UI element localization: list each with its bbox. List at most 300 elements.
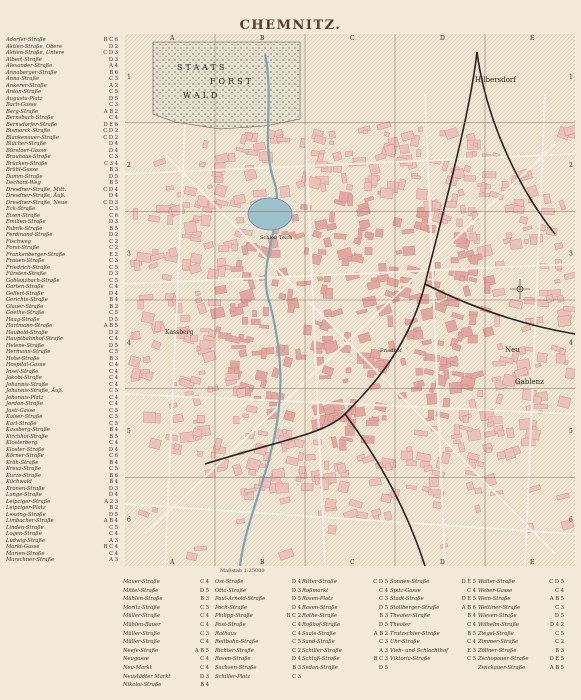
street-name: Brücken-Straße: [6, 160, 48, 167]
street-index-entry: [215, 638, 301, 646]
street-name: Hohe-Straße: [6, 355, 40, 362]
street-index-entry: [215, 604, 301, 612]
street-name: Neefe-Straße: [123, 647, 159, 654]
grid-ref: C 4: [379, 587, 388, 594]
city-block: [324, 309, 332, 317]
grid-ref: A 3: [109, 537, 118, 544]
city-block: [155, 413, 161, 423]
map-title: CHEMNITZ.: [239, 18, 342, 33]
city-block: [152, 507, 158, 513]
street-name: Linden-Straße: [6, 524, 44, 531]
city-block: [207, 269, 219, 281]
street-name: Kloster-Straße: [6, 446, 45, 453]
street-name: Ludwig-Straße: [6, 537, 46, 544]
grid-ref: C 4: [200, 639, 209, 646]
grid-ref: D 5: [108, 173, 118, 180]
grid-number: 2: [569, 162, 573, 169]
grid-ref: C D 2: [103, 128, 118, 134]
label-kassberg: Kassberg: [165, 329, 194, 336]
city-block: [242, 317, 248, 324]
grid-ref: B 3: [109, 355, 118, 362]
street-index-entry: [215, 621, 301, 629]
city-block: [200, 340, 214, 348]
street-name: Ritter-Straße: [302, 579, 337, 585]
street-name: Hauptbahnhof-Straße: [6, 336, 64, 342]
grid-ref: C 4: [200, 656, 209, 663]
street-name: Paul-Arnold-Straße: [215, 596, 266, 603]
street-name: Johannis-Straße, Äuß.: [6, 388, 64, 394]
street-name: Hartmann-Straße: [6, 323, 53, 329]
street-name: Dresdner-Straße, Mitt.: [6, 186, 67, 193]
city-block: [217, 258, 226, 267]
grid-ref: C 4: [292, 622, 301, 628]
grid-ref: B C 3: [373, 656, 388, 663]
city-map: [125, 34, 575, 566]
street-name: Ost-Straße: [215, 579, 244, 585]
label-neu: Neu: [505, 346, 520, 354]
grid-ref: D 4: [291, 656, 301, 663]
grid-ref: C 4: [555, 587, 564, 594]
city-block: [219, 246, 229, 252]
grid-ref: C 5: [109, 466, 118, 472]
street-name: Spitz-Gasse: [390, 587, 421, 594]
street-name: Reitbahn-Straße: [215, 639, 259, 646]
city-block: [449, 382, 462, 394]
city-block: [302, 483, 314, 490]
street-name: Berg-Straße: [6, 108, 39, 115]
street-index-entry: [390, 612, 476, 620]
street-index-entry: [390, 595, 476, 603]
grid-ref: D 5: [378, 622, 388, 628]
street-index-entry: [478, 621, 564, 629]
street-name: Frankenberger-Straße: [6, 251, 66, 258]
grid-ref: C 5: [109, 524, 118, 531]
city-block: [339, 439, 346, 450]
city-block: [416, 189, 427, 200]
city-block: [131, 331, 140, 340]
grid-ref: C 3: [109, 206, 118, 212]
city-block: [413, 331, 423, 340]
street-name: Brauhaus-Straße: [6, 154, 51, 160]
grid-ref: C D 3: [103, 199, 118, 206]
grid-ref: A B 6: [461, 604, 476, 611]
street-name: Rathaus: [215, 630, 237, 637]
grid-number: 3: [127, 250, 131, 258]
street-index-entry: [302, 630, 388, 638]
street-name: Mittel-Straße: [123, 587, 159, 594]
city-block: [510, 239, 523, 250]
street-index-entry: [123, 595, 209, 603]
grid-letter: C: [350, 559, 355, 566]
street-name: Kaiser-Straße: [6, 414, 43, 420]
city-block: [252, 351, 262, 356]
city-block: [469, 314, 476, 325]
grid-ref: D 2: [108, 232, 118, 238]
street-name: Adorfer-Straße: [6, 37, 46, 43]
street-name: Eck-Straße: [6, 206, 36, 212]
city-block: [533, 396, 542, 404]
city-block: [524, 297, 534, 304]
street-name: Richter-Straße: [215, 647, 254, 654]
street-name: Saale-Straße: [302, 630, 336, 637]
street-name: Garten-Straße: [6, 284, 44, 290]
street-name: Rosen-Straße: [302, 604, 338, 611]
city-block: [208, 386, 213, 392]
grid-number: 6: [569, 516, 573, 524]
street-name: Glauer-Straße: [6, 303, 44, 310]
city-block: [269, 403, 276, 406]
grid-ref: C 5: [109, 414, 118, 420]
city-block: [380, 188, 393, 199]
street-name: Logen-Straße: [6, 531, 42, 537]
grid-ref: C 5: [555, 630, 564, 637]
grid-ref: D 3: [108, 219, 118, 225]
grid-ref: C 3 4: [104, 160, 118, 167]
city-block: [325, 461, 329, 469]
street-name: Müller-Straße: [123, 639, 161, 646]
grid-ref: C 4: [109, 115, 118, 121]
grid-ref: D 4: [291, 579, 301, 585]
city-block: [457, 219, 463, 227]
city-block: [435, 262, 440, 268]
city-block: [138, 300, 144, 309]
grid-ref: A B 5: [549, 665, 564, 671]
city-block: [484, 283, 490, 294]
grid-ref: A B 5: [549, 596, 564, 603]
grid-ref: D 4: [291, 604, 301, 611]
scale-bar-label: Maßstab 1:25000: [220, 568, 265, 574]
grid-ref: D 2: [108, 329, 118, 336]
city-block: [249, 469, 256, 475]
street-name: Helene-Straße: [6, 342, 45, 349]
city-block: [382, 415, 386, 420]
city-block: [485, 184, 491, 188]
city-block: [182, 234, 191, 238]
street-name: Sachsen-Straße: [215, 665, 257, 671]
street-name: Frauen-Straße: [6, 258, 45, 264]
street-index-entry: [302, 638, 388, 646]
street-name: Bernsbach-Straße: [6, 115, 54, 121]
street-name: Marschner-Straße: [6, 557, 55, 563]
grid-ref: B 6: [109, 69, 118, 76]
street-index-entry: [215, 664, 301, 672]
street-name: Justi-Gasse: [6, 407, 36, 414]
grid-ref: D 5: [108, 316, 118, 323]
street-name: Aktien-Straße, Obere: [6, 43, 63, 50]
street-index-entry: [123, 630, 209, 638]
street-index-entry: [215, 587, 301, 595]
city-block: [486, 448, 492, 453]
street-index-entry: [215, 655, 301, 663]
grid-letter: D: [440, 559, 445, 566]
street-index-entry: [302, 621, 388, 629]
grid-ref: B 4: [467, 613, 476, 620]
street-name: Kirchhof-Straße: [6, 433, 48, 440]
grid-ref: C D 3: [103, 50, 118, 56]
street-name: Anna-Straße: [6, 76, 40, 82]
city-block: [556, 354, 565, 363]
city-block: [439, 367, 445, 371]
street-name: Mühlen-Straße: [123, 596, 163, 603]
street-index-entry: [123, 604, 209, 612]
city-block: [311, 150, 320, 156]
street-name: Fabrik-Straße: [6, 225, 43, 232]
street-name: Fürsten-Straße: [6, 271, 47, 277]
city-block: [304, 247, 309, 254]
grid-ref: B 3: [379, 613, 388, 620]
grid-ref: C 4: [467, 639, 476, 646]
city-block: [451, 257, 458, 262]
grid-ref: C 5: [200, 604, 209, 611]
street-name: Haubold-Straße: [6, 329, 48, 336]
street-index-entry: [302, 655, 388, 663]
city-block: [365, 232, 372, 238]
street-name: Lessing-Straße: [6, 511, 46, 518]
grid-ref: C 4: [200, 665, 209, 671]
grid-ref: C 5: [109, 420, 118, 427]
street-name: Rosen-Platz: [302, 596, 333, 603]
city-block: [280, 186, 291, 198]
city-block: [319, 375, 331, 379]
city-block: [521, 438, 535, 446]
grid-ref: E 3: [467, 647, 476, 654]
street-index-entry: [390, 578, 476, 586]
grid-ref: C D 5: [549, 579, 564, 585]
grid-letter: D: [440, 35, 445, 42]
street-index-entry: [302, 604, 388, 612]
street-name: Theater-Straße: [390, 613, 431, 620]
city-block: [325, 498, 336, 508]
grid-ref: C 5: [109, 349, 118, 355]
grid-ref: B 2: [109, 505, 118, 511]
city-block: [234, 368, 239, 374]
street-name: Dresdner-Straße, Neue: [6, 199, 68, 206]
street-index-entry: [478, 595, 564, 603]
street-name: Klosterberg: [6, 440, 38, 446]
city-block: [282, 448, 286, 452]
grid-number: 6: [127, 516, 131, 524]
city-block: [318, 249, 326, 254]
street-name: Weber-Gasse: [478, 587, 513, 594]
street-name: Forst-Straße: [6, 245, 40, 251]
forest-label-2: FORST: [210, 77, 254, 86]
street-name: Jakobi-Straße: [6, 375, 42, 381]
grid-ref: C 5: [467, 656, 476, 663]
grid-ref: D 3: [199, 673, 209, 680]
street-name: Annaberger-Straße: [6, 69, 57, 76]
grid-number: 3: [569, 250, 573, 258]
city-block: [272, 468, 285, 478]
city-block: [346, 368, 351, 373]
grid-ref: D E 6: [103, 121, 118, 128]
city-block: [197, 451, 203, 456]
city-block: [513, 205, 524, 214]
city-block: [329, 131, 336, 139]
grid-ref: C 4: [109, 440, 118, 446]
grid-number: 1: [127, 73, 131, 81]
grid-ref: C 5: [109, 277, 118, 284]
grid-letter: A: [170, 559, 175, 566]
street-name: Körner-Straße: [6, 453, 44, 459]
grid-ref: C 2: [292, 647, 301, 654]
street-name: Kurze-Straße: [6, 472, 41, 479]
forest-label-1: STAATS: [177, 63, 228, 72]
grid-ref: A B 2: [373, 630, 388, 637]
street-index-entry: [478, 655, 564, 663]
city-block: [502, 181, 508, 188]
street-name: Otto-Straße: [215, 587, 247, 594]
street-name: Rosen-Straße: [215, 656, 251, 663]
grid-ref: D 4: [108, 290, 118, 297]
city-block: [416, 149, 421, 156]
grid-ref: C 4: [109, 362, 118, 368]
city-block: [475, 488, 482, 494]
city-block: [253, 310, 257, 317]
city-block: [534, 404, 548, 409]
grid-ref: A 4: [109, 63, 118, 69]
grid-ref: C 3: [109, 102, 118, 108]
city-block: [469, 232, 478, 241]
city-block: [454, 425, 459, 435]
street-name: Schloß-Straße: [302, 656, 340, 663]
grid-ref: C 4: [109, 531, 118, 537]
grid-ref: D 4 2: [549, 622, 564, 628]
city-block: [384, 511, 392, 521]
street-name: Aktien-Straße, Untere: [6, 50, 65, 56]
grid-ref: D 5: [378, 665, 388, 671]
city-block: [470, 255, 478, 265]
street-name: Theater: [390, 622, 411, 628]
street-index-entry: [302, 587, 388, 595]
grid-ref: C 5: [292, 639, 301, 646]
street-index-entry: [390, 647, 476, 655]
street-name: Wein-Straße: [478, 596, 511, 603]
city-block: [184, 221, 197, 233]
city-block: [478, 390, 483, 397]
label-friedhof: Friedhof: [380, 348, 402, 354]
city-block: [557, 315, 571, 327]
grid-ref: B 3: [555, 647, 564, 654]
city-block: [275, 483, 289, 493]
street-name: Emilien-Straße: [6, 219, 46, 225]
street-index-entry: [215, 630, 301, 638]
city-block: [143, 356, 151, 363]
street-name: Wiesen-Straße: [478, 613, 517, 620]
street-name: Blücher-Straße: [6, 141, 47, 147]
city-block: [385, 463, 392, 470]
grid-ref: C 4: [200, 613, 209, 620]
street-index-entry: [123, 638, 209, 646]
street-name: Jordan-Straße: [6, 401, 43, 407]
city-block: [190, 253, 202, 263]
street-name: Blankenauer-Straße: [6, 134, 59, 141]
city-block: [237, 217, 244, 223]
grid-ref: C 3: [109, 154, 118, 160]
street-name: Augusta-Platz: [6, 95, 43, 102]
grid-ref: C 3: [379, 596, 388, 603]
grid-ref: B 4: [109, 297, 118, 303]
grid-ref: D 5: [378, 604, 388, 611]
street-index-entry: [215, 578, 301, 586]
street-name: Neugasse: [123, 656, 149, 663]
city-block: [193, 216, 202, 221]
street-index-entry: [302, 664, 388, 672]
street-name: Dechant-Weg: [6, 180, 41, 186]
city-block: [216, 326, 221, 331]
grid-ref: D 4: [108, 147, 118, 154]
grid-letter: C: [350, 35, 355, 42]
city-block: [291, 214, 298, 221]
city-block: [506, 428, 514, 438]
city-block: [134, 260, 141, 271]
street-name: Stollberger-Straße: [390, 604, 440, 611]
city-block: [506, 232, 512, 238]
city-block: [416, 368, 423, 375]
street-name: Leipziger-Straße: [6, 498, 51, 505]
city-block: [497, 451, 506, 459]
street-index-entry: [302, 578, 388, 586]
city-block: [478, 461, 484, 466]
grid-letter: A: [170, 35, 175, 42]
grid-ref: A 2 3: [104, 498, 118, 505]
street-name: Ziegel-Straße: [478, 630, 514, 637]
city-block: [334, 233, 346, 239]
street-name: Leipziger-Platz: [6, 505, 46, 511]
street-name: Lange-Straße: [6, 492, 42, 498]
street-name: Schiller-Straße: [302, 647, 342, 654]
grid-ref: D 5: [554, 613, 564, 620]
city-block: [531, 237, 537, 245]
street-index-entry: [478, 630, 564, 638]
grid-ref: C 4: [109, 375, 118, 381]
grid-ref: D 5: [291, 596, 301, 603]
city-block: [181, 315, 190, 321]
grid-ref: B 5: [109, 433, 118, 440]
city-block: [143, 412, 155, 423]
street-name: Haag-Straße: [6, 316, 40, 323]
street-name: Wilhelm-Straße: [478, 622, 520, 628]
grid-ref: A 2: [109, 82, 118, 89]
grid-ref: B 3: [200, 596, 209, 603]
street-index-entry: [302, 595, 388, 603]
street-name: Gerichts-Straße: [6, 297, 48, 303]
city-block: [218, 266, 226, 277]
grid-ref: C 5: [109, 388, 118, 394]
street-name: Wettiner-Straße: [478, 604, 521, 611]
city-block: [174, 444, 180, 450]
grid-ref: B 5: [109, 225, 118, 232]
city-block: [424, 201, 433, 212]
street-index-entry: [123, 578, 209, 586]
city-block: [454, 440, 461, 444]
street-index-entry: [215, 612, 301, 620]
city-block: [303, 325, 311, 335]
street-name: Bismarck-Straße: [6, 128, 51, 134]
street-name: Dresdner-Straße, Äuß.: [6, 193, 66, 199]
grid-ref: C D 2: [103, 134, 118, 141]
grid-ref: C D 4: [103, 186, 118, 193]
street-name: Hermann-Straße: [6, 349, 51, 355]
city-block: [298, 452, 303, 460]
street-index-entry: [123, 621, 209, 629]
street-name: Johannis-Platz: [6, 394, 44, 401]
city-block: [328, 525, 336, 534]
city-block: [201, 215, 211, 226]
street-index-entry: [478, 647, 564, 655]
city-block: [519, 346, 526, 354]
street-index-bottom: [0, 578, 581, 698]
street-name: Müller-Straße: [123, 630, 161, 637]
